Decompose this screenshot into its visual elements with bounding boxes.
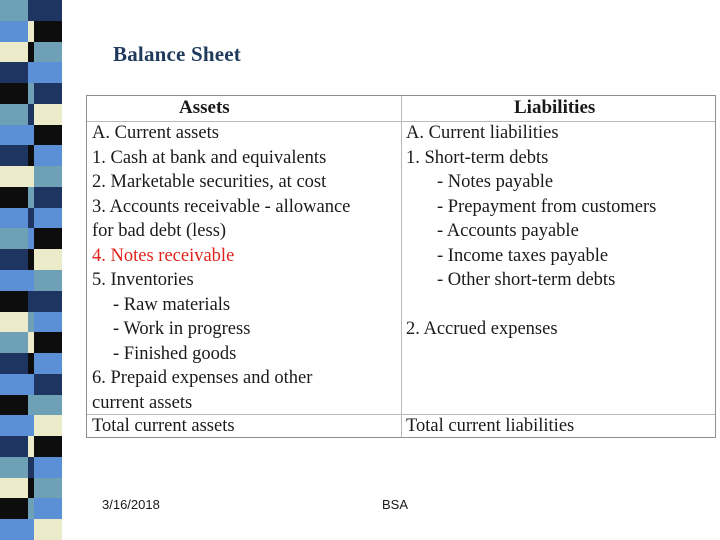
liabilities-total: Total current liabilities (406, 416, 575, 436)
asset-line: 2. Marketable securities, at cost (92, 172, 327, 192)
strip-block (0, 42, 68, 63)
liability-line: 2. Accrued expenses (406, 319, 558, 339)
asset-line: 1. Cash at bank and equivalents (92, 147, 327, 168)
assets-header: Assets (179, 97, 230, 118)
liability-subline: - Income taxes payable (437, 245, 609, 266)
strip-block (0, 353, 68, 374)
asset-subline: - Work in progress (113, 319, 251, 339)
strip-block (0, 312, 68, 333)
balance-sheet-table (86, 95, 716, 438)
footer-label: BSA (382, 497, 409, 512)
strip-block (0, 291, 68, 312)
slide-title: Balance Sheet (113, 42, 242, 66)
liability-line: A. Current liabilities (406, 123, 559, 143)
strip-block (0, 519, 68, 540)
strip-block (0, 228, 68, 249)
footer-date: 3/16/2018 (102, 497, 160, 512)
asset-line: 3. Accounts receivable - allowance (92, 196, 351, 217)
asset-line: 5. Inventories (92, 270, 194, 290)
liability-line: 1. Short-term debts (406, 147, 549, 168)
strip-block (0, 145, 68, 166)
strip-block (0, 395, 68, 416)
liability-subline: - Accounts payable (437, 221, 579, 241)
asset-line-highlighted: 4. Notes receivable (92, 245, 235, 266)
strip-block (0, 249, 68, 270)
strip-block (0, 125, 68, 146)
strip-block (0, 270, 68, 291)
liability-subline: - Notes payable (437, 172, 554, 192)
asset-subline: - Raw materials (113, 294, 231, 315)
assets-total: Total current assets (92, 416, 235, 436)
strip-block (0, 21, 68, 42)
strip-block (0, 104, 68, 125)
liability-subline: - Other short-term debts (437, 270, 616, 290)
strip-block (0, 478, 68, 499)
strip-block (0, 62, 68, 83)
strip-block (0, 332, 68, 353)
asset-subline: - Finished goods (113, 343, 237, 364)
strip-block (0, 0, 68, 21)
column-divider (401, 96, 402, 437)
strip-block (0, 187, 68, 208)
asset-line: for bad debt (less) (92, 221, 227, 241)
asset-line: current assets (92, 392, 193, 413)
liability-subline: - Prepayment from customers (437, 196, 657, 217)
strip-block (0, 208, 68, 229)
strip-block (0, 498, 68, 519)
liabilities-header: Liabilities (514, 97, 596, 118)
decorative-strip (0, 0, 68, 540)
asset-line: A. Current assets (92, 123, 219, 143)
strip-block (0, 374, 68, 395)
strip-block (0, 83, 68, 104)
strip-block (0, 415, 68, 436)
asset-line: 6. Prepaid expenses and other (92, 368, 313, 388)
strip-block (0, 436, 68, 457)
strip-block (0, 166, 68, 187)
strip-block (0, 457, 68, 478)
